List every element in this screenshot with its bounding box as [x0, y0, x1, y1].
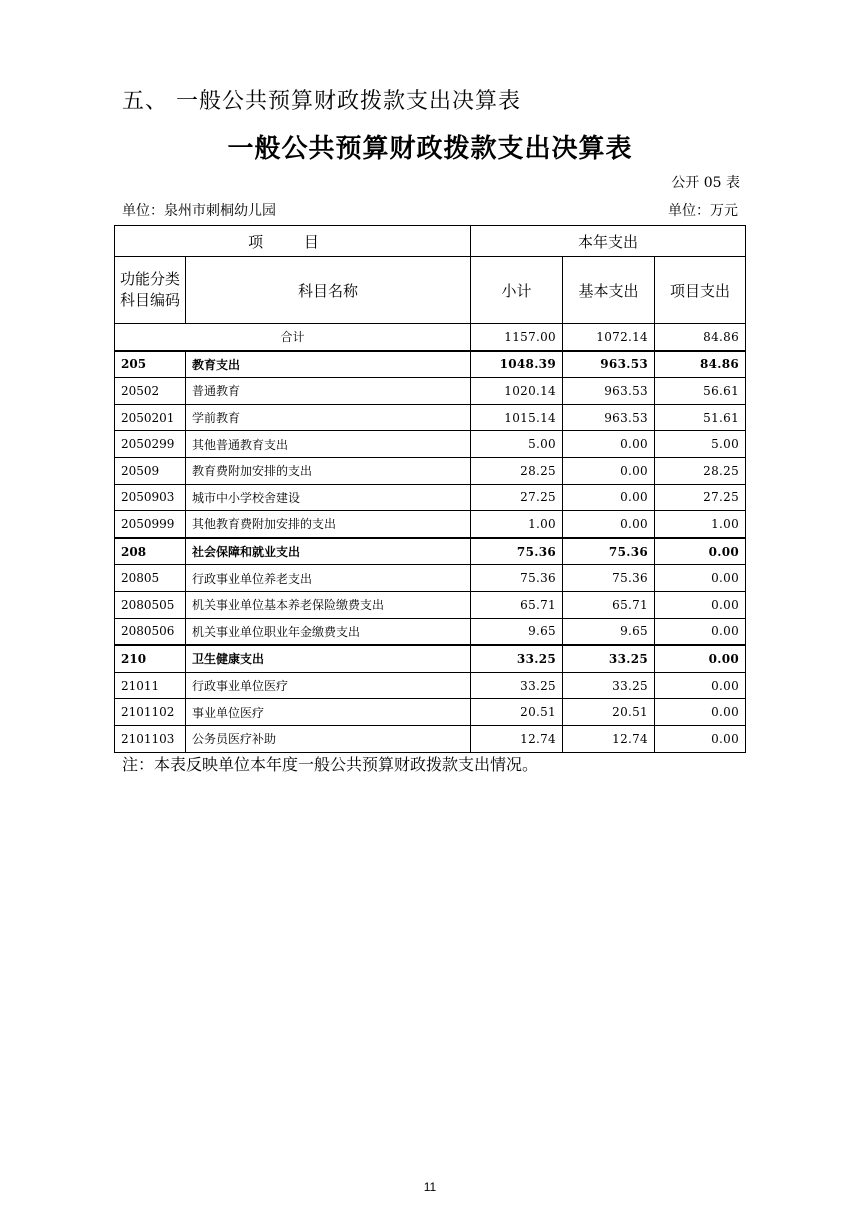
- row-project: 5.00: [655, 431, 746, 458]
- header-code: 功能分类科目编码: [115, 257, 186, 324]
- row-basic: 963.53: [563, 404, 655, 431]
- section-heading: 五、 一般公共预算财政拨款支出决算表: [122, 89, 521, 114]
- table-row: [115, 484, 746, 511]
- row-subtotal: 75.36: [471, 565, 563, 592]
- row-name: 其他教育费附加安排的支出: [186, 511, 471, 538]
- table-row: [115, 565, 746, 592]
- header-row-2: [115, 257, 746, 324]
- table-note: 注：本表反映单位本年度一般公共预算财政拨款支出情况。: [122, 755, 539, 774]
- row-name: 其他普通教育支出: [186, 431, 471, 458]
- row-code: 205: [115, 351, 186, 378]
- row-basic: 963.53: [563, 351, 655, 378]
- row-name: 卫生健康支出: [186, 645, 471, 672]
- row-basic: 0.00: [563, 511, 655, 538]
- row-project: 0.00: [655, 725, 746, 752]
- table-row: [115, 591, 746, 618]
- total-subtotal: 1157.00: [471, 324, 563, 351]
- row-subtotal: 20.51: [471, 699, 563, 726]
- row-basic: 75.36: [563, 538, 655, 565]
- row-name: 事业单位医疗: [186, 699, 471, 726]
- row-project: 51.61: [655, 404, 746, 431]
- row-code: 2080505: [115, 591, 186, 618]
- row-code: 2101103: [115, 725, 186, 752]
- table-title: 一般公共预算财政拨款支出决算表: [227, 134, 633, 164]
- table-row: [115, 699, 746, 726]
- row-basic: 0.00: [563, 431, 655, 458]
- header-current-year: 本年支出: [471, 226, 746, 257]
- row-code: 20502: [115, 378, 186, 405]
- row-project: 0.00: [655, 618, 746, 645]
- table-row: [115, 511, 746, 538]
- row-subtotal: 5.00: [471, 431, 563, 458]
- currency-unit: 单位：万元: [668, 203, 738, 219]
- row-code: 20509: [115, 457, 186, 484]
- row-name: 行政事业单位医疗: [186, 672, 471, 699]
- table-body: [115, 226, 746, 753]
- form-code: 公开 05 表: [671, 175, 740, 191]
- row-name: 行政事业单位养老支出: [186, 565, 471, 592]
- row-subtotal: 28.25: [471, 457, 563, 484]
- row-code: 2050903: [115, 484, 186, 511]
- table-row: [115, 672, 746, 699]
- row-subtotal: 27.25: [471, 484, 563, 511]
- row-project: 28.25: [655, 457, 746, 484]
- row-basic: 0.00: [563, 457, 655, 484]
- row-basic: 20.51: [563, 699, 655, 726]
- row-subtotal: 12.74: [471, 725, 563, 752]
- row-subtotal: 65.71: [471, 591, 563, 618]
- total-label: 合计: [115, 324, 471, 351]
- total-basic: 1072.14: [563, 324, 655, 351]
- row-project: 56.61: [655, 378, 746, 405]
- row-name: 公务员医疗补助: [186, 725, 471, 752]
- total-row: [115, 324, 746, 351]
- row-subtotal: 75.36: [471, 538, 563, 565]
- row-name: 社会保障和就业支出: [186, 538, 471, 565]
- row-name: 学前教育: [186, 404, 471, 431]
- row-code: 21011: [115, 672, 186, 699]
- row-project: 0.00: [655, 538, 746, 565]
- expenditure-table: [114, 225, 746, 753]
- row-name: 教育费附加安排的支出: [186, 457, 471, 484]
- row-code: 2050201: [115, 404, 186, 431]
- row-name: 城市中小学校舍建设: [186, 484, 471, 511]
- table-row: [115, 725, 746, 752]
- table-row: [115, 538, 746, 565]
- table-row: [115, 457, 746, 484]
- row-name: 机关事业单位职业年金缴费支出: [186, 618, 471, 645]
- row-basic: 963.53: [563, 378, 655, 405]
- row-project: 0.00: [655, 565, 746, 592]
- page-number: 11: [423, 1180, 437, 1194]
- row-subtotal: 1048.39: [471, 351, 563, 378]
- row-project: 0.00: [655, 591, 746, 618]
- table-row: [115, 351, 746, 378]
- row-code: 20805: [115, 565, 186, 592]
- row-name: 普通教育: [186, 378, 471, 405]
- table-row: [115, 645, 746, 672]
- row-project: 0.00: [655, 672, 746, 699]
- row-project: 27.25: [655, 484, 746, 511]
- row-subtotal: 1.00: [471, 511, 563, 538]
- row-subtotal: 9.65: [471, 618, 563, 645]
- row-basic: 0.00: [563, 484, 655, 511]
- row-code: 2050999: [115, 511, 186, 538]
- table-row: [115, 404, 746, 431]
- row-subtotal: 1020.14: [471, 378, 563, 405]
- header-item: 项 目: [115, 226, 471, 257]
- row-code: 2050299: [115, 431, 186, 458]
- header-subtotal: 小计: [471, 257, 563, 324]
- table-row: [115, 378, 746, 405]
- unit-name: 单位：泉州市刺桐幼儿园: [122, 203, 276, 219]
- header-basic: 基本支出: [563, 257, 655, 324]
- row-code: 210: [115, 645, 186, 672]
- row-code: 2101102: [115, 699, 186, 726]
- row-code: 2080506: [115, 618, 186, 645]
- row-project: 0.00: [655, 645, 746, 672]
- row-code: 208: [115, 538, 186, 565]
- row-name: 教育支出: [186, 351, 471, 378]
- row-basic: 65.71: [563, 591, 655, 618]
- row-subtotal: 33.25: [471, 672, 563, 699]
- row-basic: 33.25: [563, 645, 655, 672]
- header-row-1: [115, 226, 746, 257]
- table-row: [115, 431, 746, 458]
- row-name: 机关事业单位基本养老保险缴费支出: [186, 591, 471, 618]
- row-subtotal: 1015.14: [471, 404, 563, 431]
- total-project: 84.86: [655, 324, 746, 351]
- row-subtotal: 33.25: [471, 645, 563, 672]
- row-basic: 75.36: [563, 565, 655, 592]
- row-basic: 12.74: [563, 725, 655, 752]
- row-project: 0.00: [655, 699, 746, 726]
- table-row: [115, 618, 746, 645]
- row-basic: 33.25: [563, 672, 655, 699]
- header-name: 科目名称: [186, 257, 471, 324]
- row-project: 1.00: [655, 511, 746, 538]
- header-project: 项目支出: [655, 257, 746, 324]
- row-basic: 9.65: [563, 618, 655, 645]
- row-project: 84.86: [655, 351, 746, 378]
